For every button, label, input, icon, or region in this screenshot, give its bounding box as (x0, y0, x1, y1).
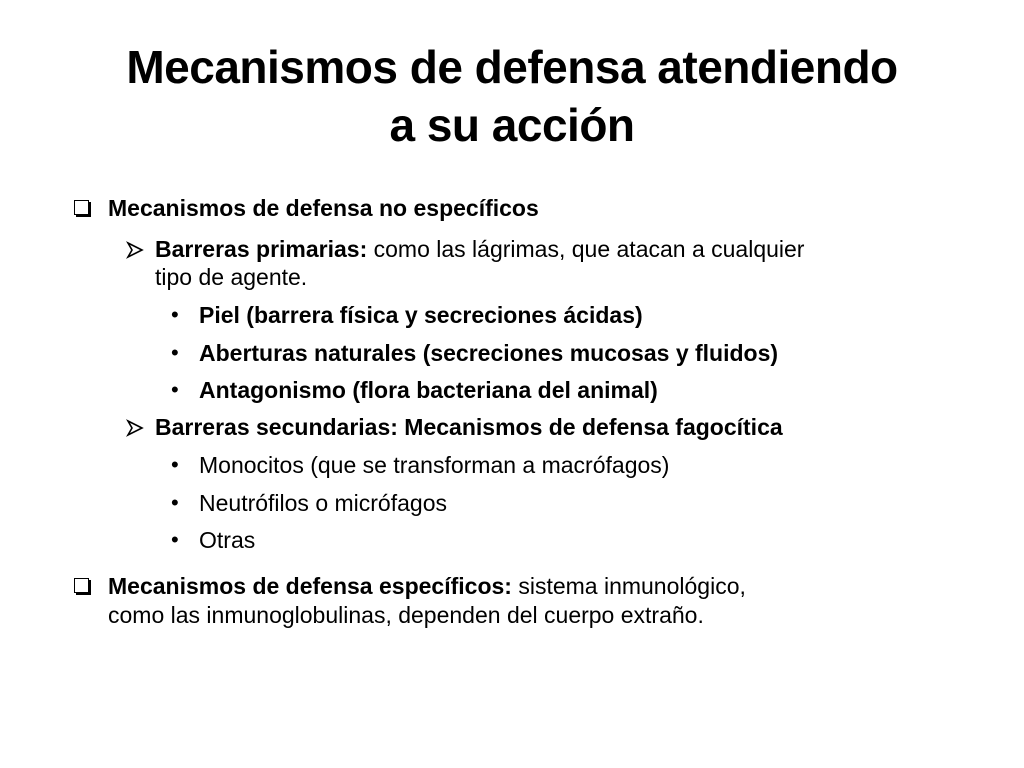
square-bullet-icon (74, 578, 89, 593)
list-item (199, 301, 643, 329)
title-line-1: Mecanismos de defensa atendiendo (126, 41, 898, 93)
dot-bullet-icon: • (171, 302, 179, 327)
primary-barriers-text: como las lágrimas, que atacan a cualquier (367, 236, 805, 262)
section-1-heading-text: Mecanismos de defensa no específicos (108, 195, 539, 221)
dot-bullet-icon: • (171, 340, 179, 365)
section-2-text: sistema inmunológico, (511, 573, 746, 599)
dot-bullet-icon: • (171, 377, 179, 402)
list-item: Monocitos (que se transforman a macrófagos) (199, 452, 670, 478)
section-1-heading (108, 194, 539, 222)
slide-title (0, 38, 1024, 154)
dot-bullet-icon: • (171, 527, 179, 552)
section-2-label: Mecanismos de defensa específicos: (108, 573, 512, 599)
arrowhead-bullet-icon (126, 241, 144, 259)
list-item-text: Piel (barrera física y secreciones ácidas) (199, 302, 643, 328)
list-item (199, 339, 778, 367)
title-line-2: a su acción (389, 99, 635, 151)
section-2-line-1 (108, 572, 746, 600)
secondary-barriers-line (155, 413, 783, 441)
list-item (199, 376, 658, 404)
primary-barriers-line-2: tipo de agente. (155, 264, 308, 290)
square-bullet-icon (74, 200, 89, 215)
list-item-text: Antagonismo (flora bacteriana del animal) (199, 377, 658, 403)
section-2-line-2: como las inmunoglobulinas, dependen del cuerpo extraño. (108, 602, 704, 628)
list-item: Neutrófilos o micrófagos (199, 490, 447, 516)
dot-bullet-icon: • (171, 452, 179, 477)
arrowhead-bullet-icon (126, 419, 144, 437)
primary-barriers-label: Barreras primarias: (155, 236, 368, 262)
primary-barriers-line-1 (155, 235, 804, 263)
list-item-text: Aberturas naturales (secreciones mucosas y fluidos) (199, 340, 779, 366)
dot-bullet-icon: • (171, 490, 179, 515)
list-item: Otras (199, 527, 256, 553)
secondary-barriers-label: Barreras secundarias: Mecanismos de defensa fagocítica (155, 414, 783, 440)
